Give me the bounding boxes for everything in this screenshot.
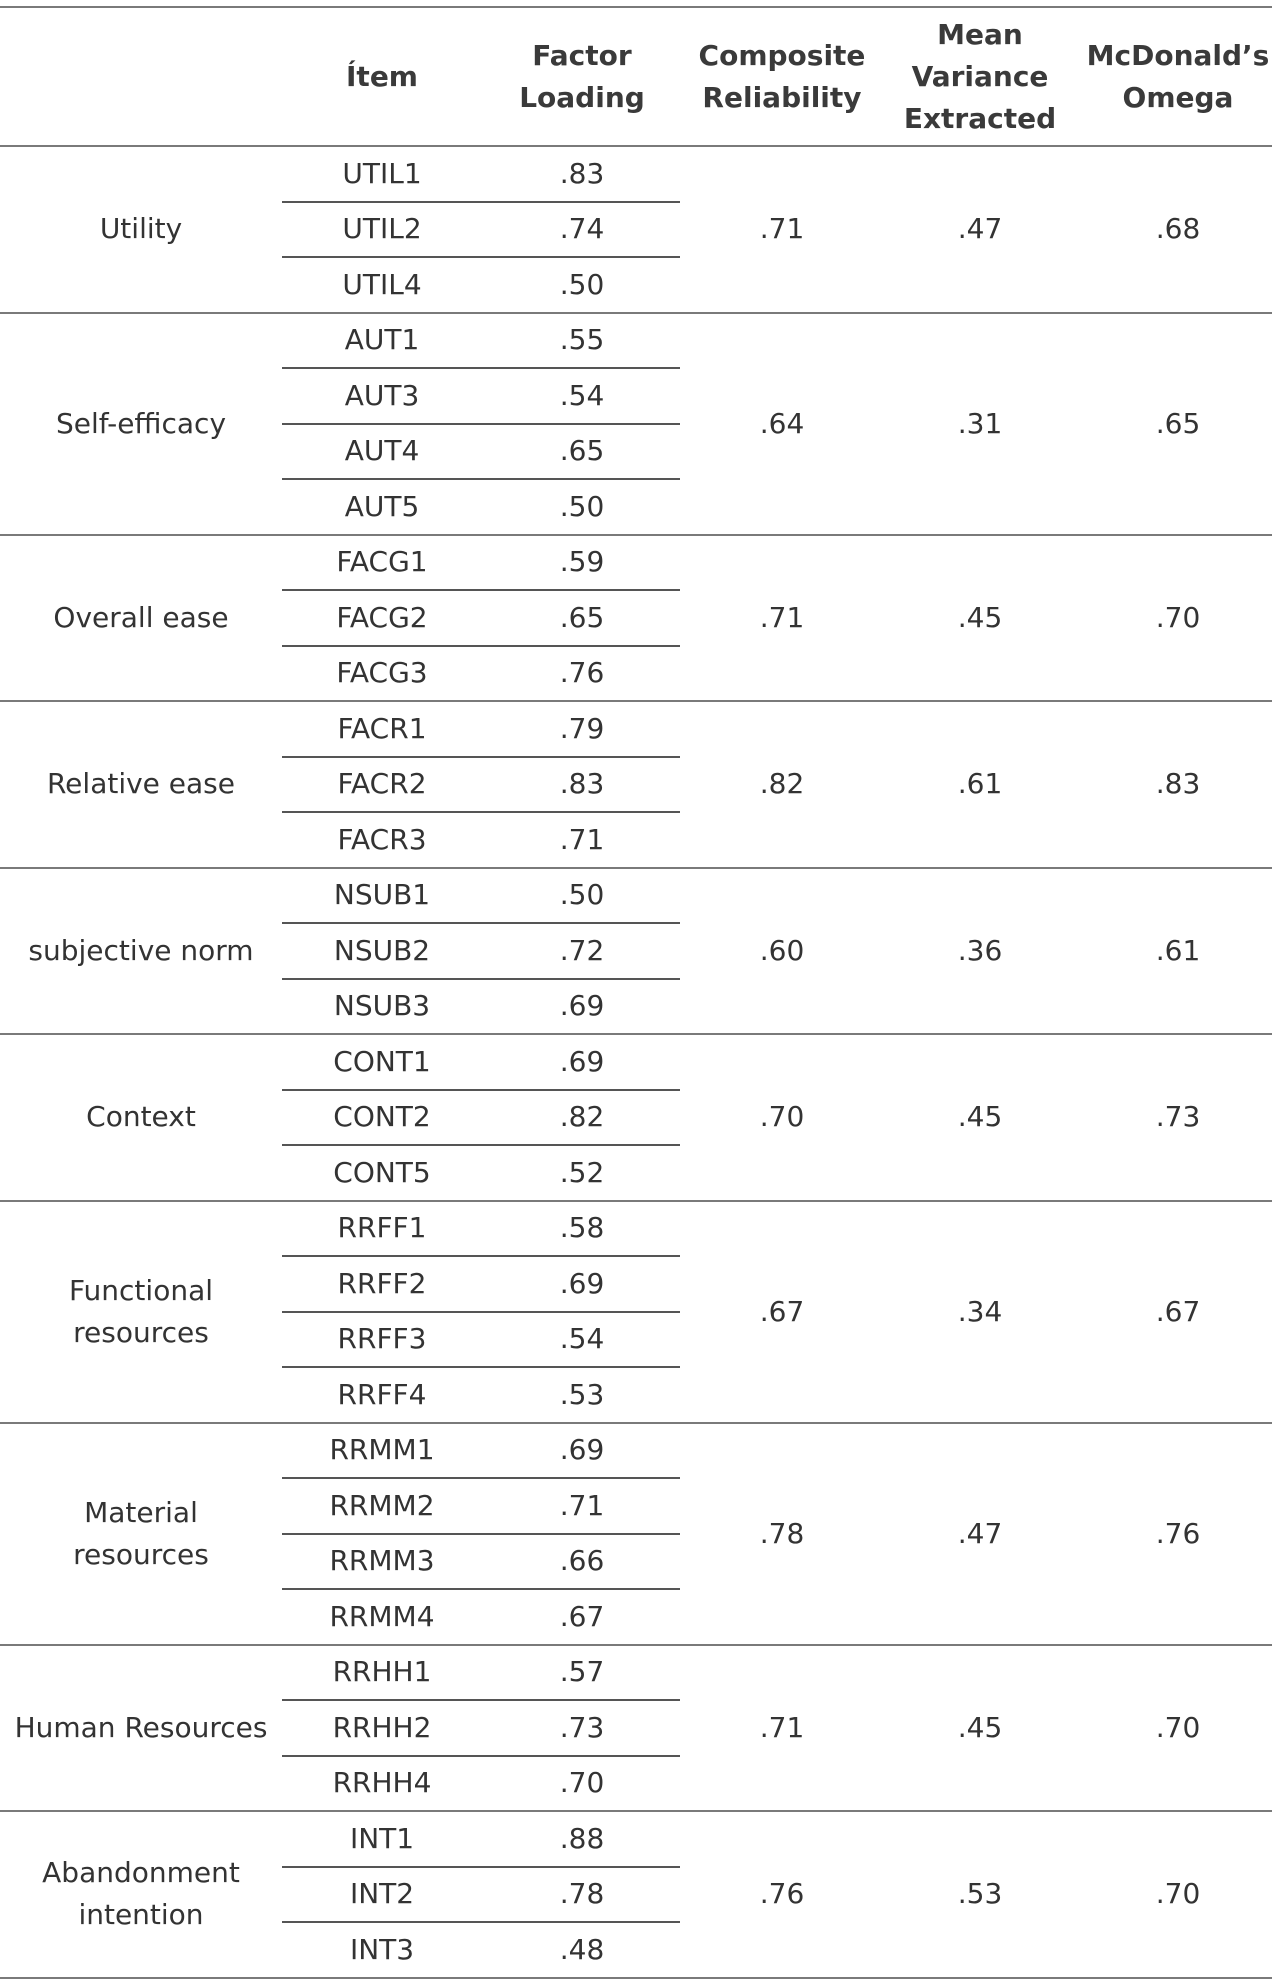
ave-value: .45 bbox=[957, 1100, 1003, 1134]
factor-loading-value: .76 bbox=[559, 656, 605, 690]
item-code: INT3 bbox=[349, 1932, 415, 1966]
factor-loading-value: .54 bbox=[559, 378, 605, 412]
factor-loading-value: .50 bbox=[559, 489, 605, 523]
item-code: RRHH1 bbox=[332, 1655, 432, 1689]
header-item: Ítem bbox=[346, 60, 418, 93]
factor-loading-value: .50 bbox=[559, 267, 605, 301]
item-code: UTIL1 bbox=[342, 156, 422, 190]
factor-loading-value: .70 bbox=[559, 1766, 605, 1800]
header-composite-reliability: Composite Reliability bbox=[698, 39, 866, 114]
item-code: CONT5 bbox=[333, 1155, 431, 1189]
item-code: AUT1 bbox=[344, 323, 420, 357]
factor-loading-value: .52 bbox=[559, 1155, 605, 1189]
omega-value: .70 bbox=[1155, 1710, 1201, 1744]
group-label: Functional resources bbox=[68, 1273, 214, 1349]
ave-value: .53 bbox=[957, 1877, 1003, 1911]
ave-value: .31 bbox=[957, 406, 1003, 440]
factor-loading-value: .54 bbox=[559, 1322, 605, 1356]
factor-loading-value: .65 bbox=[559, 434, 605, 468]
group-label: Overall ease bbox=[53, 600, 229, 634]
omega-value: .83 bbox=[1155, 767, 1201, 801]
item-code: RRFF2 bbox=[337, 1266, 427, 1300]
ave-value: .47 bbox=[957, 212, 1003, 246]
factor-loading-value: .82 bbox=[559, 1100, 605, 1134]
item-code: FACR3 bbox=[337, 822, 427, 856]
item-code: INT2 bbox=[349, 1877, 415, 1911]
item-code: CONT1 bbox=[333, 1044, 431, 1078]
factor-loading-value: .53 bbox=[559, 1377, 605, 1411]
item-code: RRHH2 bbox=[332, 1710, 432, 1744]
header-ave: Mean Variance Extracted bbox=[903, 18, 1057, 135]
omega-value: .67 bbox=[1155, 1294, 1201, 1328]
item-code: RRFF1 bbox=[337, 1211, 427, 1245]
item-code: RRHH4 bbox=[332, 1766, 432, 1800]
item-code: CONT2 bbox=[333, 1100, 431, 1134]
composite-reliability-value: .67 bbox=[759, 1294, 805, 1328]
item-code: AUT3 bbox=[344, 378, 420, 412]
ave-value: .36 bbox=[957, 933, 1003, 967]
composite-reliability-value: .76 bbox=[759, 1877, 805, 1911]
factor-loading-value: .83 bbox=[559, 156, 605, 190]
header-factor-loading: Factor Loading bbox=[519, 39, 645, 114]
group-label: Self-efficacy bbox=[55, 406, 227, 440]
factor-loading-value: .66 bbox=[559, 1544, 605, 1578]
composite-reliability-value: .71 bbox=[759, 1710, 805, 1744]
item-code: UTIL4 bbox=[342, 267, 422, 301]
omega-value: .68 bbox=[1155, 212, 1201, 246]
item-code: FACR2 bbox=[337, 767, 427, 801]
factor-loading-value: .58 bbox=[559, 1211, 605, 1245]
item-code: RRMM2 bbox=[329, 1488, 435, 1522]
ave-value: .47 bbox=[957, 1516, 1003, 1550]
group-label: Utility bbox=[99, 212, 183, 246]
factor-loading-value: .69 bbox=[559, 1433, 605, 1467]
group-label: Relative ease bbox=[46, 767, 235, 801]
group-label: Human Resources bbox=[14, 1710, 268, 1744]
omega-value: .65 bbox=[1155, 406, 1201, 440]
factor-loading-value: .78 bbox=[559, 1877, 605, 1911]
factor-loading-value: .57 bbox=[559, 1655, 605, 1689]
factor-loading-value: .67 bbox=[559, 1599, 605, 1633]
factor-loading-value: .88 bbox=[559, 1821, 605, 1855]
item-code: NSUB3 bbox=[333, 989, 431, 1023]
factor-loading-value: .50 bbox=[559, 878, 605, 912]
item-code: RRMM1 bbox=[329, 1433, 435, 1467]
item-code: FACG3 bbox=[336, 656, 428, 690]
factor-loading-value: .48 bbox=[559, 1932, 605, 1966]
factor-loading-value: .69 bbox=[559, 989, 605, 1023]
composite-reliability-value: .82 bbox=[759, 767, 805, 801]
ave-value: .61 bbox=[957, 767, 1003, 801]
composite-reliability-value: .60 bbox=[759, 933, 805, 967]
item-code: NSUB1 bbox=[333, 878, 431, 912]
ave-value: .34 bbox=[957, 1294, 1003, 1328]
omega-value: .61 bbox=[1155, 933, 1201, 967]
factor-loading-value: .55 bbox=[559, 323, 605, 357]
item-code: RRMM3 bbox=[329, 1544, 435, 1578]
ave-value: .45 bbox=[957, 1710, 1003, 1744]
item-code: FACG1 bbox=[336, 545, 428, 579]
item-code: FACG2 bbox=[336, 600, 428, 634]
composite-reliability-value: .64 bbox=[759, 406, 805, 440]
group-label: Abandonment intention bbox=[42, 1856, 240, 1932]
header-group bbox=[0, 8, 282, 146]
group-label: subjective norm bbox=[28, 933, 254, 967]
factor-loading-value: .73 bbox=[559, 1710, 605, 1744]
item-code: AUT5 bbox=[344, 489, 420, 523]
header-omega: McDonald’s Omega bbox=[1086, 39, 1270, 114]
factor-loading-value: .74 bbox=[559, 212, 605, 246]
factor-loading-value: .79 bbox=[559, 711, 605, 745]
omega-value: .73 bbox=[1155, 1100, 1201, 1134]
item-code: RRFF4 bbox=[337, 1377, 427, 1411]
item-code: FACR1 bbox=[337, 711, 427, 745]
factor-loading-value: .71 bbox=[559, 1488, 605, 1522]
composite-reliability-value: .78 bbox=[759, 1516, 805, 1550]
item-code: UTIL2 bbox=[342, 212, 422, 246]
composite-reliability-value: .70 bbox=[759, 1100, 805, 1134]
group-rule bbox=[0, 1977, 1272, 1979]
group-label: Context bbox=[86, 1100, 196, 1134]
factor-loading-value: .59 bbox=[559, 545, 605, 579]
item-code: NSUB2 bbox=[333, 933, 431, 967]
item-code: INT1 bbox=[349, 1821, 415, 1855]
item-code: RRMM4 bbox=[329, 1599, 435, 1633]
factor-loading-value: .83 bbox=[559, 767, 605, 801]
composite-reliability-value: .71 bbox=[759, 212, 805, 246]
item-code: AUT4 bbox=[344, 434, 420, 468]
omega-value: .70 bbox=[1155, 600, 1201, 634]
item-code: RRFF3 bbox=[337, 1322, 427, 1356]
composite-reliability-value: .71 bbox=[759, 600, 805, 634]
ave-value: .45 bbox=[957, 600, 1003, 634]
group-label: Material resources bbox=[73, 1495, 209, 1571]
factor-loading-value: .71 bbox=[559, 822, 605, 856]
factor-loading-value: .69 bbox=[559, 1044, 605, 1078]
omega-value: .70 bbox=[1155, 1877, 1201, 1911]
factor-loading-value: .72 bbox=[559, 933, 605, 967]
factor-loading-value: .65 bbox=[559, 600, 605, 634]
omega-value: .76 bbox=[1155, 1516, 1201, 1550]
factor-loading-value: .69 bbox=[559, 1266, 605, 1300]
